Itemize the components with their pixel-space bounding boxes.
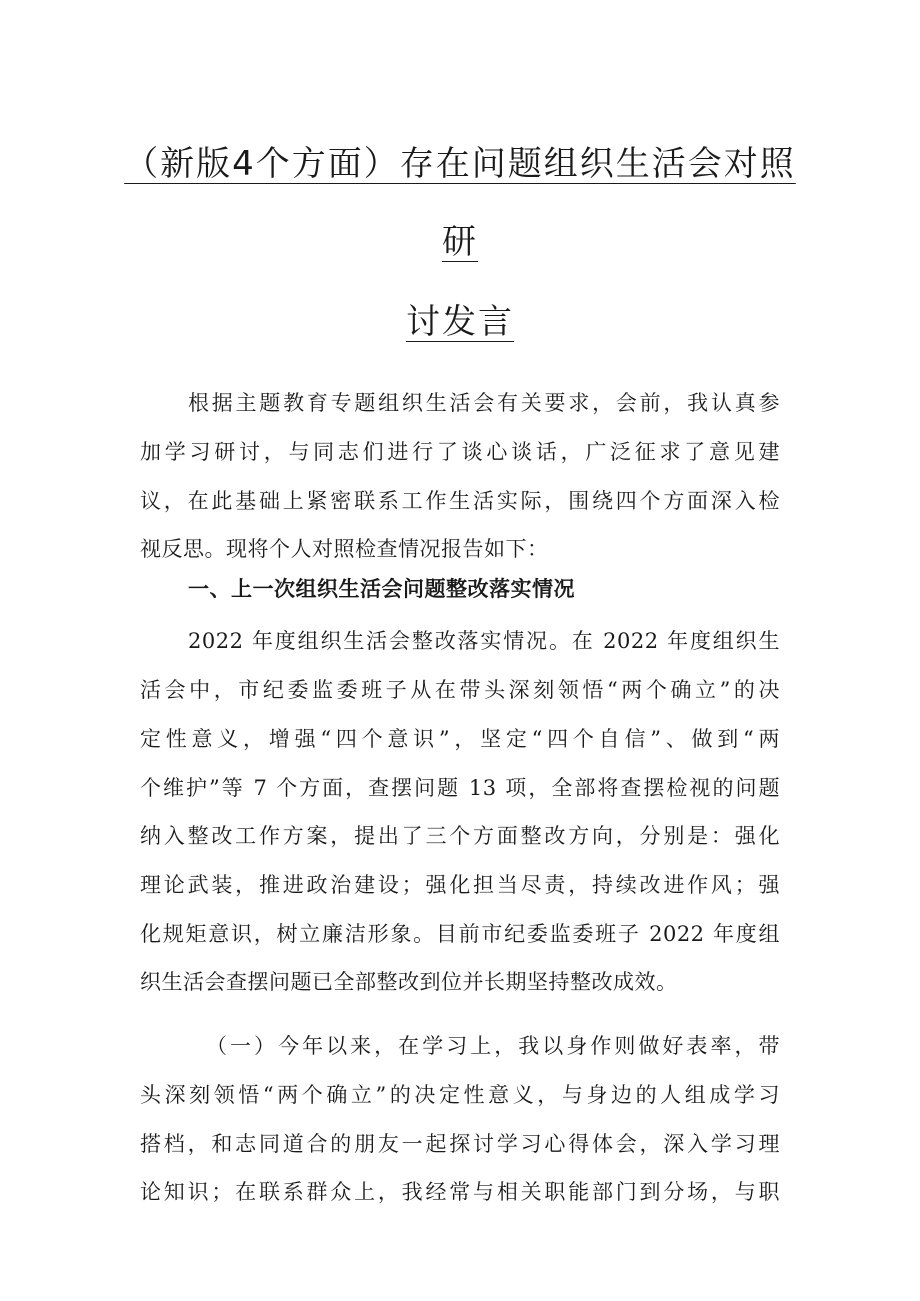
intro-line-2: 加学习研讨，与同志们进行了谈心谈话，广泛征求了意见建 bbox=[140, 440, 780, 464]
intro-line-4: 视反思。现将个人对照检查情况报告如下： bbox=[140, 537, 549, 561]
title-line-1 bbox=[0, 136, 920, 185]
title-line-3 bbox=[0, 294, 920, 343]
section1-line-2: 活会中，市纪委监委班子从在带头深刻领悟“两个确立”的决 bbox=[140, 678, 780, 702]
intro-line-3: 议，在此基础上紧密联系工作生活实际，围绕四个方面深入检 bbox=[140, 489, 780, 513]
title-text-3: 讨发言 bbox=[406, 302, 514, 342]
section-heading: 一、上一次组织生活会问题整改落实情况 bbox=[188, 577, 575, 601]
intro-line-1: 根据主题教育专题组织生活会有关要求，会前，我认真参 bbox=[188, 391, 780, 415]
section1-line-4: 个维护”等 7 个方面，查摆问题 13 项，全部将查摆检视的问题 bbox=[140, 776, 780, 800]
title-text-2: 研 bbox=[442, 222, 478, 262]
section1-line-8: 织生活会查摆问题已全部整改到位并长期坚持整改成效。 bbox=[140, 970, 678, 994]
section1-line-5: 纳入整改工作方案，提出了三个方面整改方向，分别是：强化 bbox=[140, 824, 780, 848]
section1-line-7: 化规矩意识，树立廉洁形象。目前市纪委监委班子 2022 年度组 bbox=[140, 922, 780, 946]
section1-line-3: 定性意义，增强“四个意识”，坚定“四个自信”、做到“两 bbox=[140, 727, 780, 751]
section2-line-4: 论知识；在联系群众上，我经常与相关职能部门到分场，与职 bbox=[140, 1180, 780, 1204]
section2-line-1: （一）今年以来，在学习上，我以身作则做好表率，带 bbox=[206, 1034, 780, 1058]
section1-line-1: 2022 年度组织生活会整改落实情况。在 2022 年度组织生 bbox=[188, 629, 780, 653]
title-line-2 bbox=[0, 214, 920, 263]
section2-line-3: 搭档，和志同道合的朋友一起探讨学习心得体会，深入学习理 bbox=[140, 1132, 780, 1156]
section1-line-6: 理论武装，推进政治建设；强化担当尽责，持续改进作风；强 bbox=[140, 873, 780, 897]
section2-line-2: 头深刻领悟“两个确立”的决定性意义，与身边的人组成学习 bbox=[140, 1083, 780, 1107]
title-text-1: （新版4个方面）存在问题组织生活会对照 bbox=[124, 144, 796, 184]
